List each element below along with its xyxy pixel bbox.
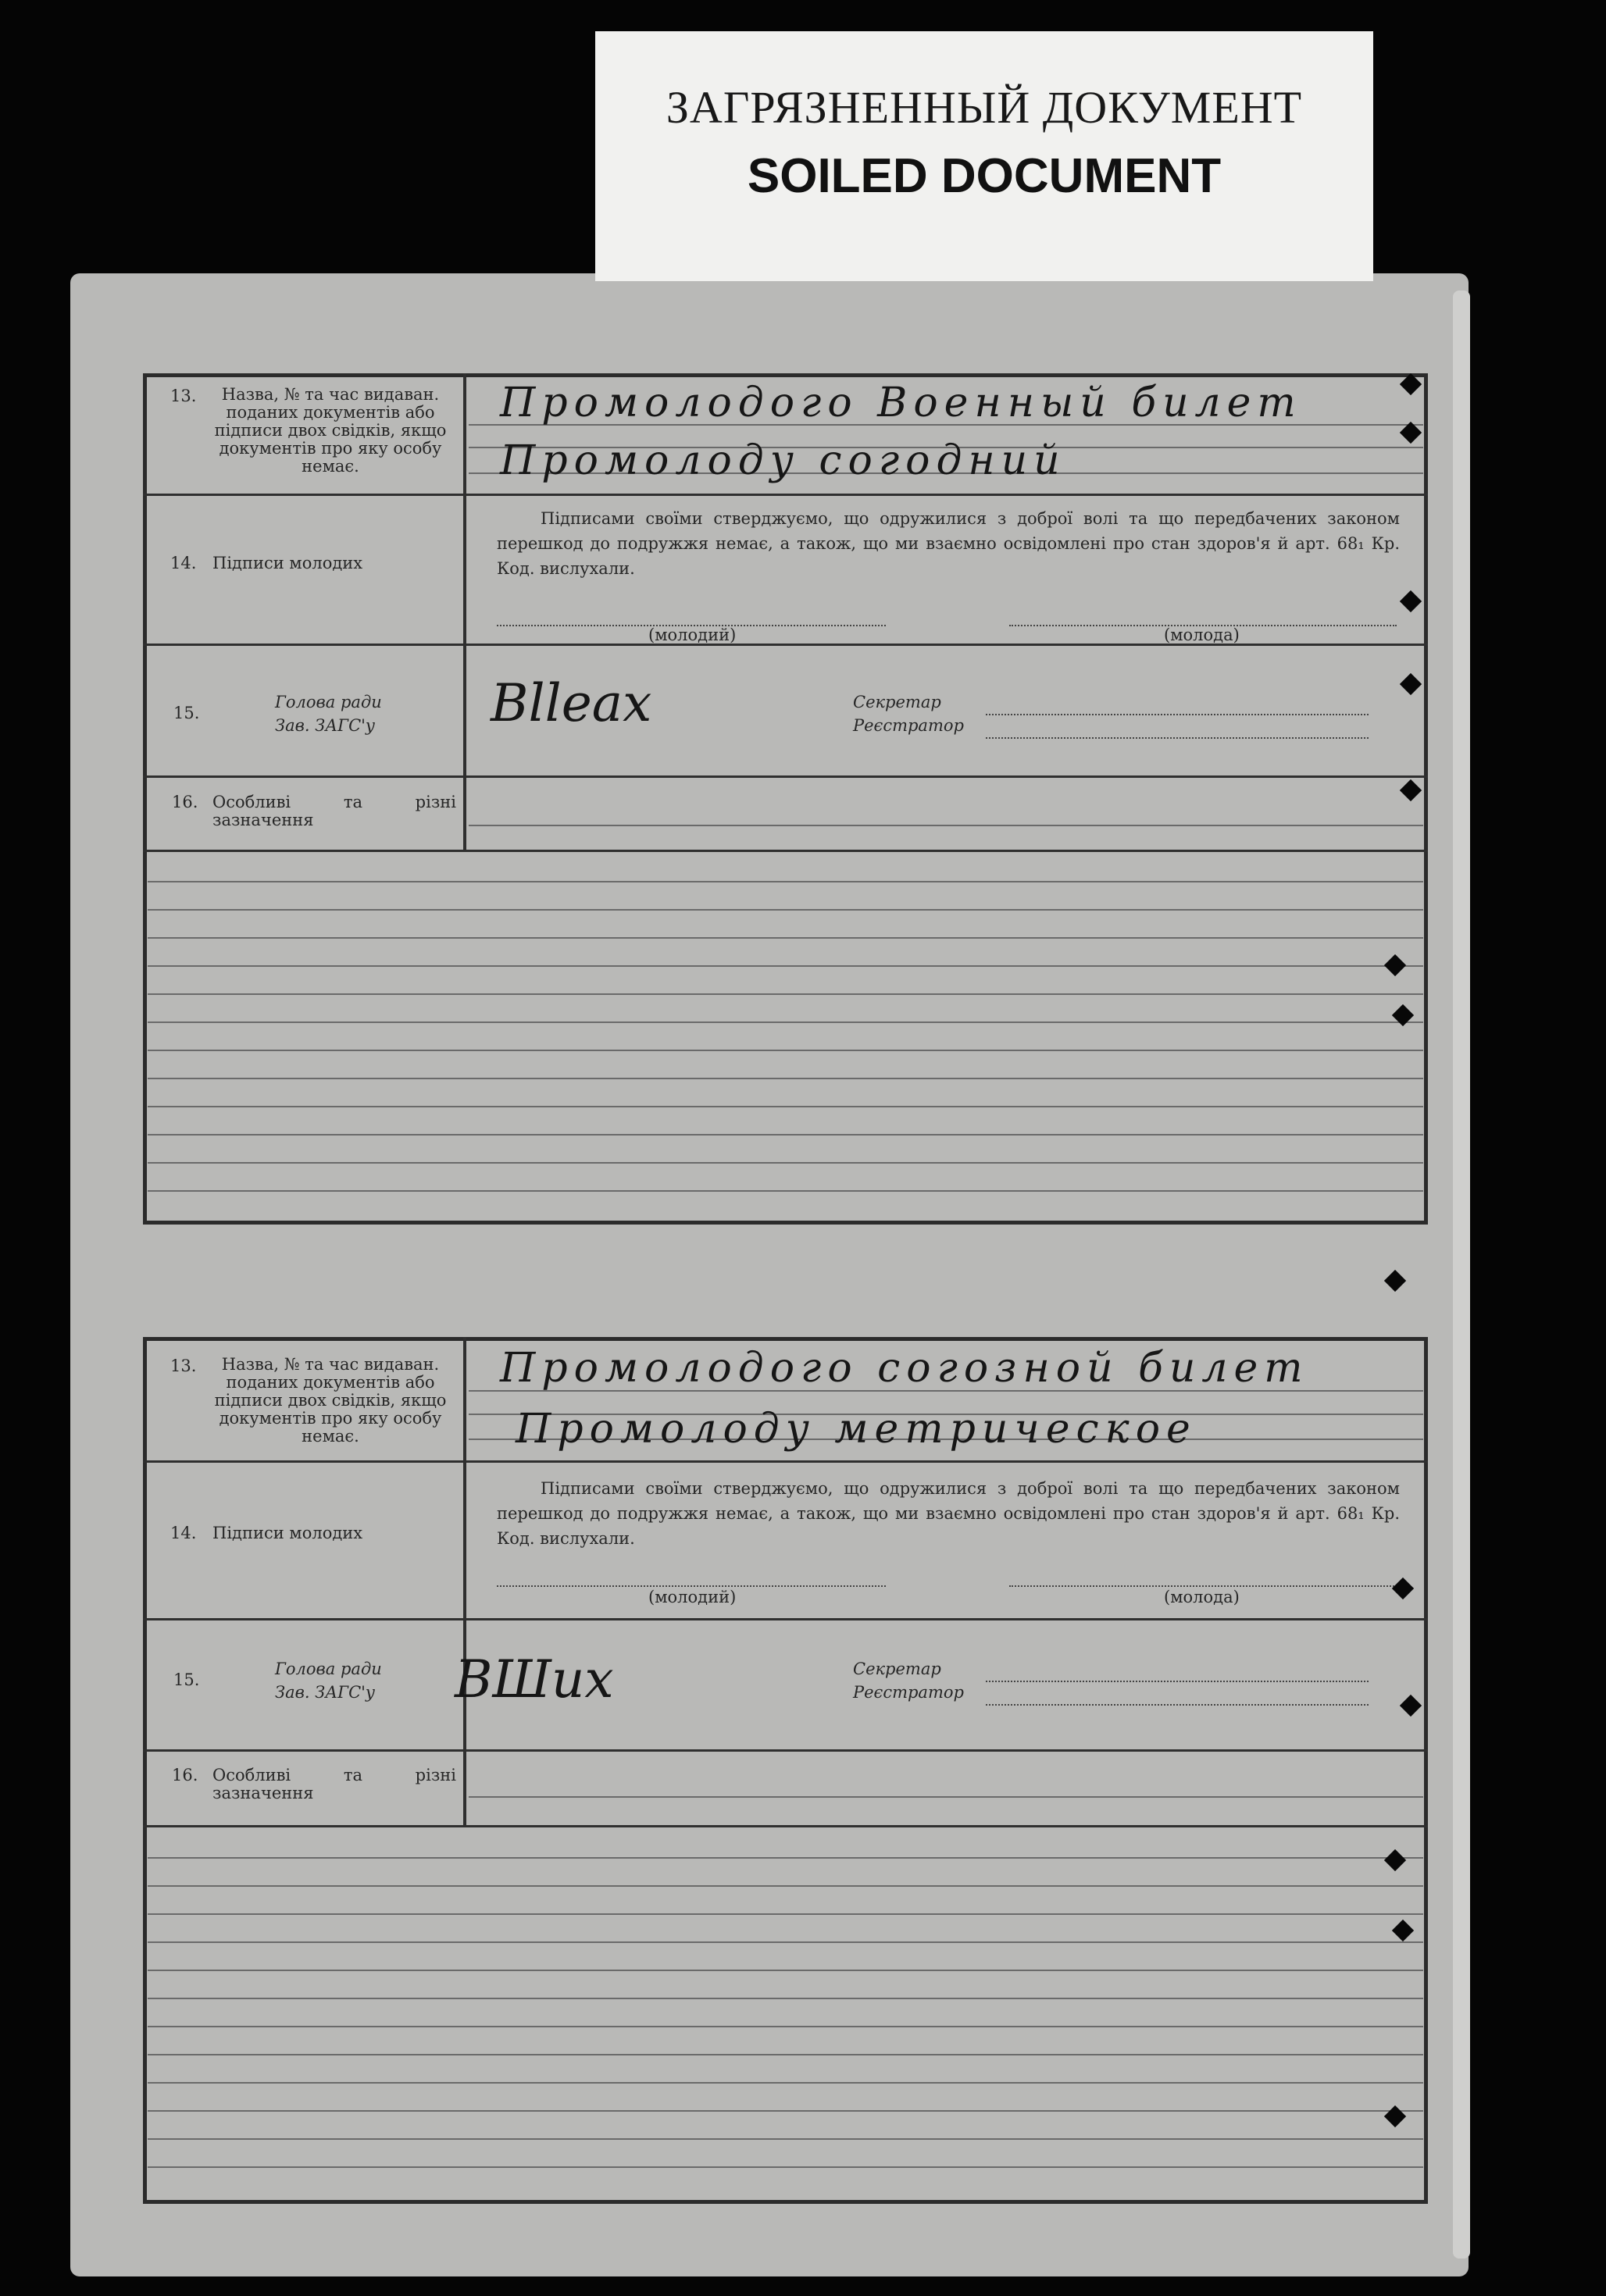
field-14-label: Підписи молодих: [212, 554, 363, 572]
head-of-council-label: Голова ради: [275, 1660, 382, 1678]
registry-head-label: Зав. ЗАГС'у: [275, 1683, 376, 1702]
secretary-label: Секретар: [853, 1660, 941, 1678]
field-16-number: 16.: [172, 1766, 198, 1784]
field-14-label: Підписи молодих: [212, 1524, 363, 1542]
registrar-label: Реєстратор: [853, 716, 964, 735]
registrar-label: Реєстратор: [853, 1683, 964, 1702]
consent-statement: Підписами своїми стверджуємо, що одружилися з доброї волі та що передбачених законом перешкод до подружжя немає, а також, що ми взаємно освідомлені про стан здоров'я й арт. 68₁ Кр. Код. вислухали.: [497, 509, 1400, 578]
column-divider: [463, 1337, 466, 1825]
head-of-council-label: Голова ради: [275, 693, 382, 711]
sheet-edge: [1453, 291, 1470, 2259]
field-13-number: 13.: [170, 1357, 197, 1375]
handwritten-document-line-1: Промолодого Военный билет: [500, 380, 1302, 426]
secretary-label: Секретар: [853, 693, 941, 711]
head-signature: ВШих: [455, 1649, 614, 1710]
column-divider: [463, 373, 466, 850]
field-15-number: 15.: [173, 704, 200, 722]
registry-head-label: Зав. ЗАГС'у: [275, 716, 376, 735]
field-14-number: 14.: [170, 554, 197, 572]
field-14-number: 14.: [170, 1524, 197, 1542]
field-13-label: Назва, № та час видаван. поданих документів або підписи двох свідків, якщо документів про яку особу немає.: [214, 385, 447, 476]
field-16-label: Особливі та різні зазначення: [212, 1766, 456, 1802]
soiled-document-label: [595, 31, 1373, 281]
consent-statement: Підписами своїми стверджуємо, що одружилися з доброї волі та що передбачених законом перешкод до подружжя немає, а також, що ми взаємно освідомлені про стан здоров'я й арт. 68₁ Кр. Код. вислухали.: [497, 1479, 1400, 1548]
head-signature: Bllеах: [491, 673, 652, 733]
label-english: SOILED DOCUMENT: [747, 149, 1222, 203]
handwritten-document-line-2: Промолоду согодний: [500, 437, 1066, 484]
field-13-label: Назва, № та час видаван. поданих документів або підписи двох свідків, якщо документів про яку особу немає.: [214, 1355, 447, 1446]
field-15-number: 15.: [173, 1670, 200, 1689]
handwritten-document-line-2: Промолоду метрическое: [516, 1406, 1197, 1453]
field-13-number: 13.: [170, 387, 197, 405]
bride-signature-caption: (молода): [1164, 1588, 1240, 1606]
handwritten-document-line-1: Промолодого согозной билет: [500, 1345, 1309, 1392]
label-russian: ЗАГРЯЗНЕННЫЙ ДОКУМЕНТ: [666, 82, 1303, 133]
bride-signature-caption: (молода): [1164, 626, 1240, 644]
field-16-label: Особливі та різні зазначення: [212, 793, 456, 829]
groom-signature-caption: (молодий): [648, 1588, 737, 1606]
groom-signature-caption: (молодий): [648, 626, 737, 644]
field-16-number: 16.: [172, 793, 198, 811]
